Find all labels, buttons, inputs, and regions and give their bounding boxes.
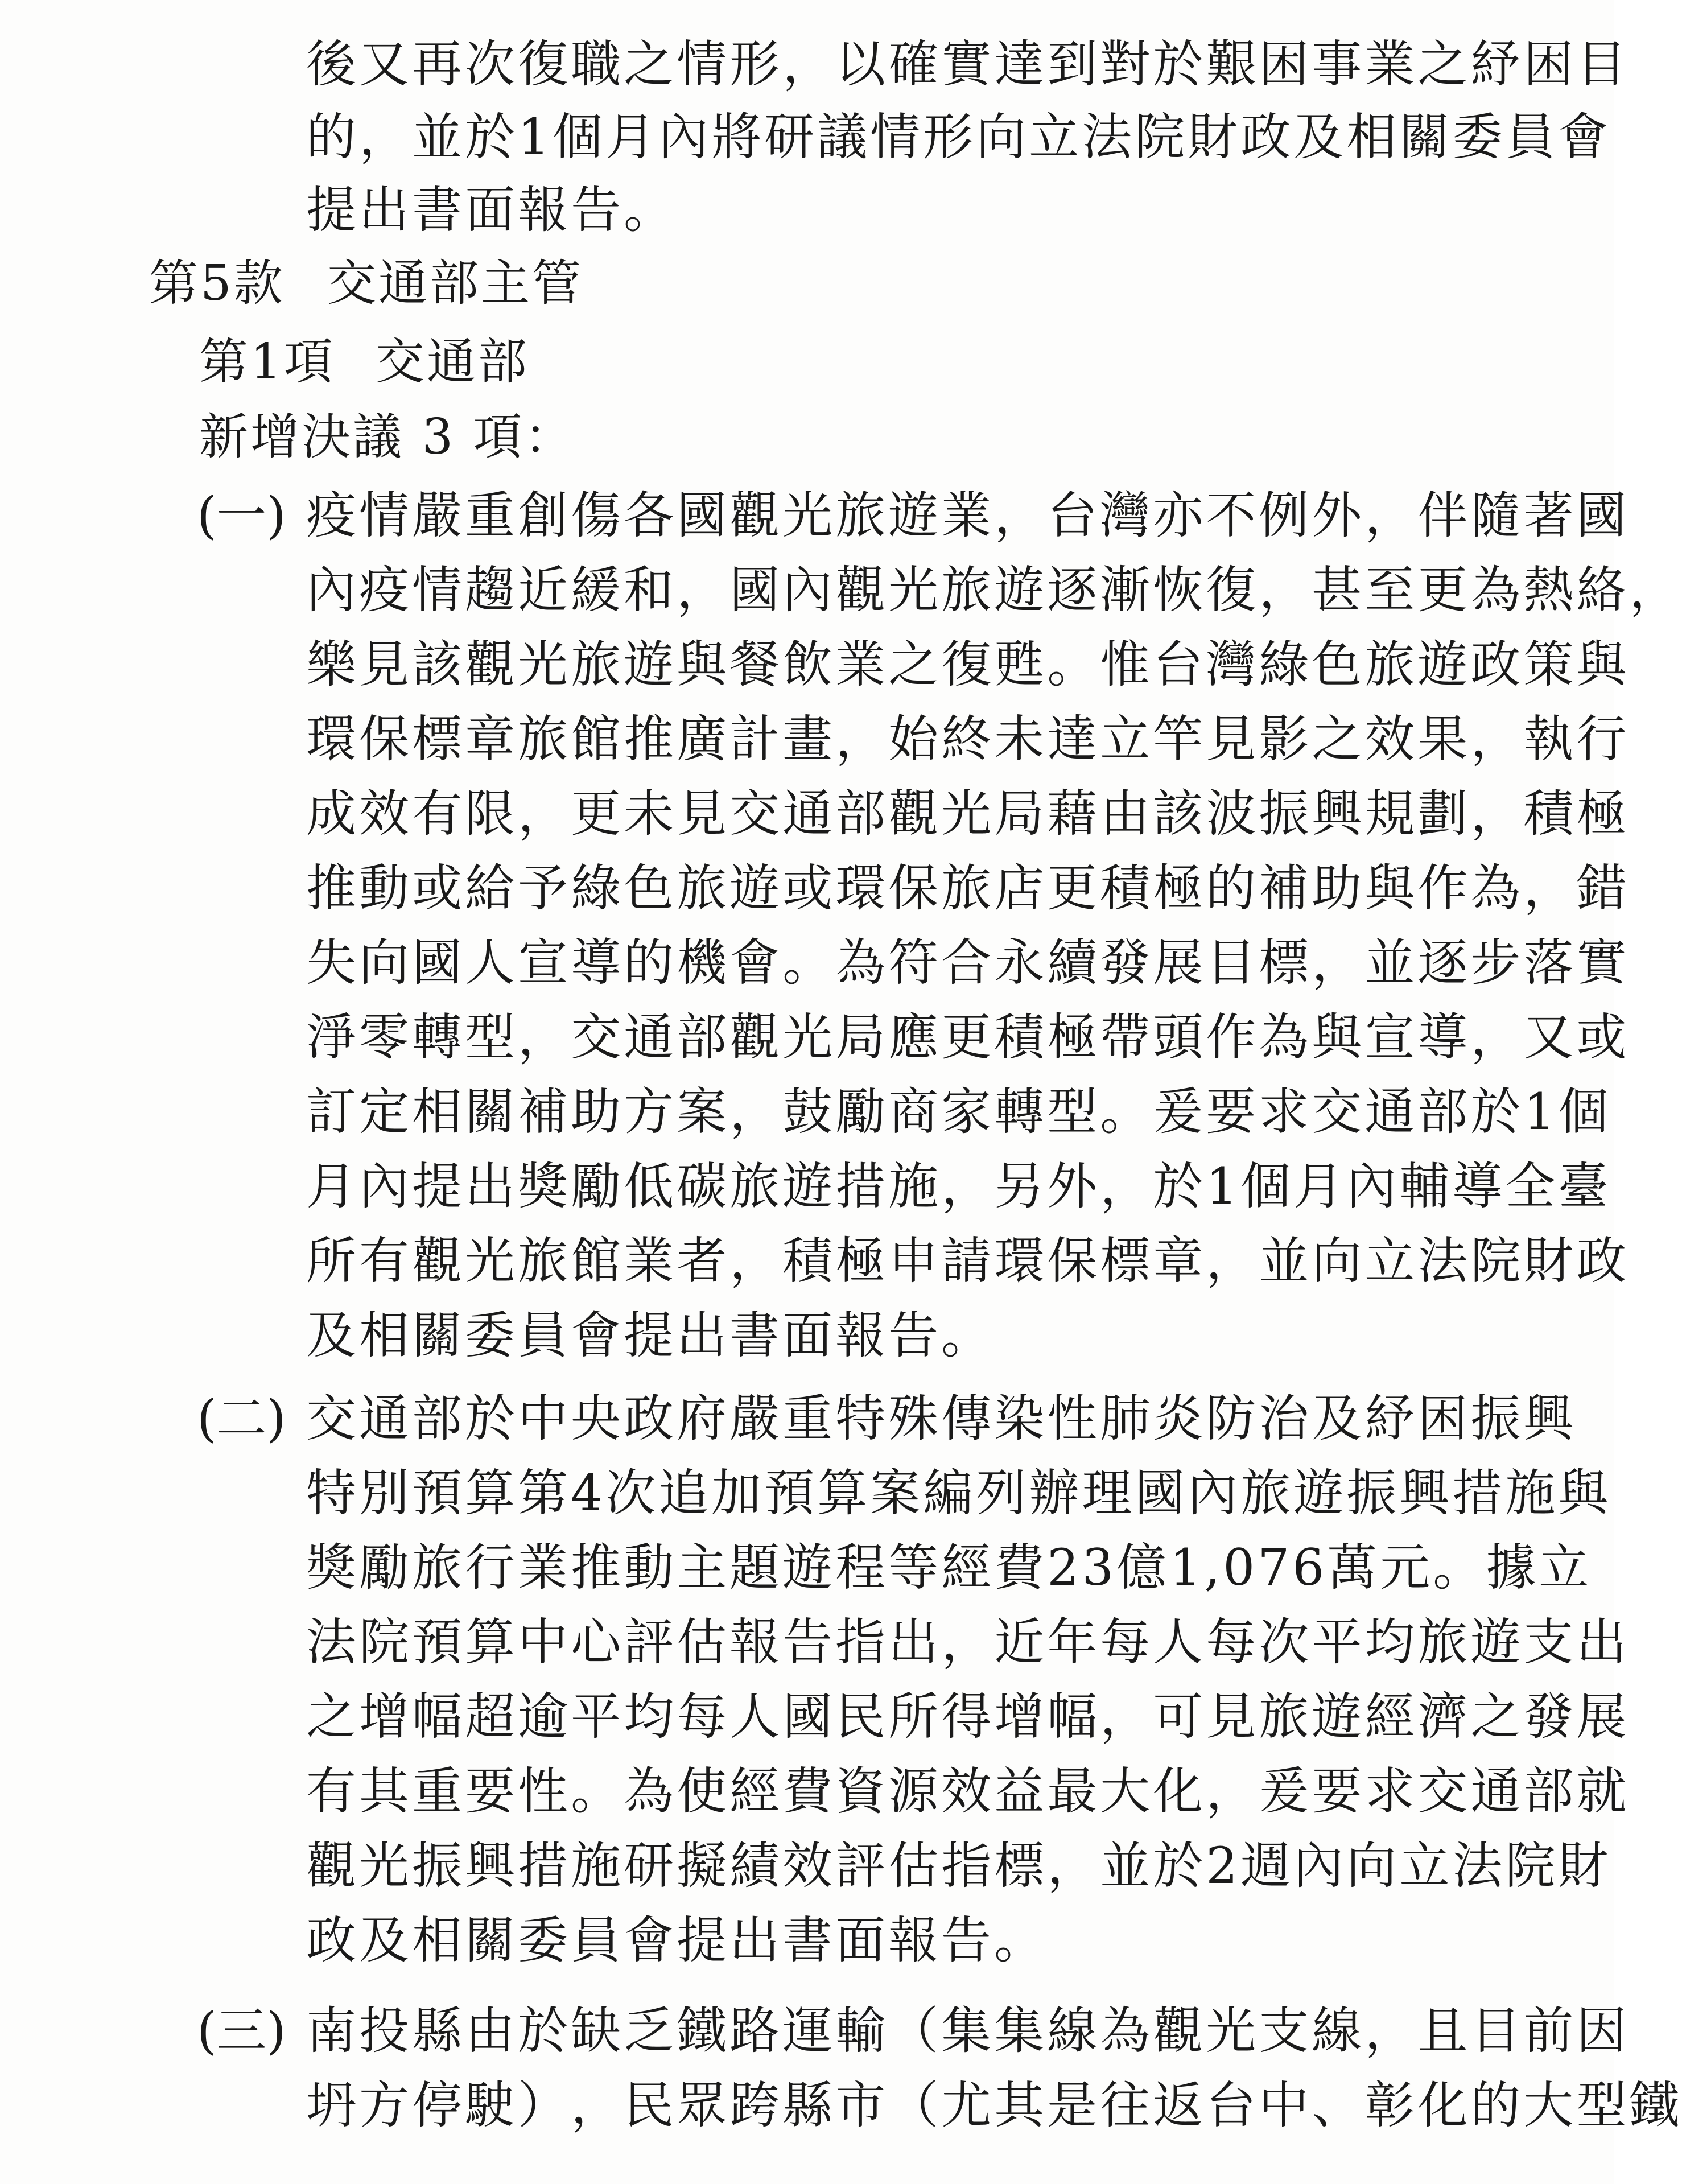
intro-line: 後 又 再 次 復 職 之 情 形 ， 以 確 實 達 到 對 於 艱 困 事 業 之 紓 困 目 bbox=[306, 35, 1630, 93]
new-resolutions-heading: 新增決議 3 項： bbox=[199, 409, 576, 465]
item-line: 失 向 國 人 宣 導 的 機 會 。 為 符 合 永 續 發 展 目 標 ， 並 逐 步 落 實 bbox=[306, 933, 1630, 992]
item-line: 之 增 幅 超 逾 平 均 每 人 國 民 所 得 增 幅 ， 可 見 旅 遊 經 濟 之 發 展 bbox=[306, 1687, 1630, 1746]
item-label: (二) bbox=[197, 1389, 286, 1448]
item-label: (一) bbox=[197, 486, 286, 545]
item-line: 月 內 提 出 獎 勵 低 碳 旅 遊 措 施 ， 另 外 ， 於 1 個 月 內 輔 導 全 臺 bbox=[306, 1157, 1611, 1215]
item-line: 法 院 預 算 中 心 評 估 報 告 指 出 ， 近 年 每 人 每 次 平 均 旅 遊 支 出 bbox=[306, 1613, 1630, 1671]
item-line: 觀 光 振 興 措 施 研 擬 績 效 評 估 指 標 ， 並 於 2 週 內 向 立 法 院 財 bbox=[306, 1836, 1611, 1895]
item-line: 疫 情 嚴 重 創 傷 各 國 觀 光 旅 遊 業 ， 台 灣 亦 不 例 外 ， 伴 隨 著 國 bbox=[306, 486, 1630, 545]
item-line: 獎 勵 旅 行 業 推 動 主 題 遊 程 等 經 費 2 3 億 1 , 0 7 6 萬 元 。 據 立 bbox=[306, 1538, 1592, 1597]
item-line: 成 效 有 限 ， 更 未 見 交 通 部 觀 光 局 藉 由 該 波 振 興 規 劃 ， 積 極 bbox=[306, 784, 1630, 843]
item-line: 及相關委員會提出書面報告。 bbox=[306, 1306, 995, 1365]
item-line: 坍 方 停 駛 ） ， 民 眾 跨 縣 市 （ 尤 其 是 往 返 台 中 、 彰 化 的 大 型 鐵 bbox=[306, 2076, 1682, 2134]
xiang-title: 交通部 bbox=[376, 333, 529, 390]
item-line: 特 別 預 算 第 4 次 追 加 預 算 案 編 列 辦 理 國 內 旅 遊 振 興 措 施 與 bbox=[306, 1464, 1611, 1522]
intro-line: 的 ， 並 於 1 個 月 內 將 研 議 情 形 向 立 法 院 財 政 及 相 關 委 員 會 bbox=[306, 108, 1611, 166]
xiang-number: 第1項 bbox=[199, 333, 335, 390]
item-line: 訂 定 相 關 補 助 方 案 ， 鼓 勵 商 家 轉 型 。 爰 要 求 交 通 部 於 1 個 bbox=[306, 1082, 1611, 1141]
kuan-number: 第5款 bbox=[149, 255, 285, 312]
item-line: 內 疫 情 趨 近 緩 和 ， 國 內 觀 光 旅 遊 逐 漸 恢 復 ， 甚 至 更 為 熱 絡 ， bbox=[306, 561, 1682, 619]
item-line: 淨 零 轉 型 ， 交 通 部 觀 光 局 應 更 積 極 帶 頭 作 為 與 宣 導 ， 又 或 bbox=[306, 1008, 1630, 1066]
item-line: 政及相關委員會提出書面報告。 bbox=[306, 1911, 1048, 1969]
item-line: 推 動 或 給 予 綠 色 旅 遊 或 環 保 旅 店 更 積 極 的 補 助 與 作 為 ， 錯 bbox=[306, 859, 1630, 917]
intro-line: 提出書面報告。 bbox=[306, 180, 677, 239]
item-line: 環 保 標 章 旅 館 推 廣 計 畫 ， 始 終 未 達 立 竿 見 影 之 效 果 ， 執 行 bbox=[306, 710, 1630, 768]
item-label: (三) bbox=[197, 2001, 286, 2060]
item-line: 有 其 重 要 性 。 為 使 經 費 資 源 效 益 最 大 化 ， 爰 要 求 交 通 部 就 bbox=[306, 1762, 1630, 1820]
item-line: 樂 見 該 觀 光 旅 遊 與 餐 飲 業 之 復 甦 。 惟 台 灣 綠 色 旅 遊 政 策 與 bbox=[306, 635, 1630, 694]
item-line: 南 投 縣 由 於 缺 乏 鐵 路 運 輸 （ 集 集 線 為 觀 光 支 線 ， 且 目 前 因 bbox=[306, 2001, 1630, 2060]
item-line: 所 有 觀 光 旅 館 業 者 ， 積 極 申 請 環 保 標 章 ， 並 向 立 法 院 財 政 bbox=[306, 1231, 1630, 1290]
kuan-title: 交通部主管 bbox=[327, 255, 583, 312]
item-line: 交 通 部 於 中 央 政 府 嚴 重 特 殊 傳 染 性 肺 炎 防 治 及 紓 困 振 興 bbox=[306, 1389, 1577, 1448]
